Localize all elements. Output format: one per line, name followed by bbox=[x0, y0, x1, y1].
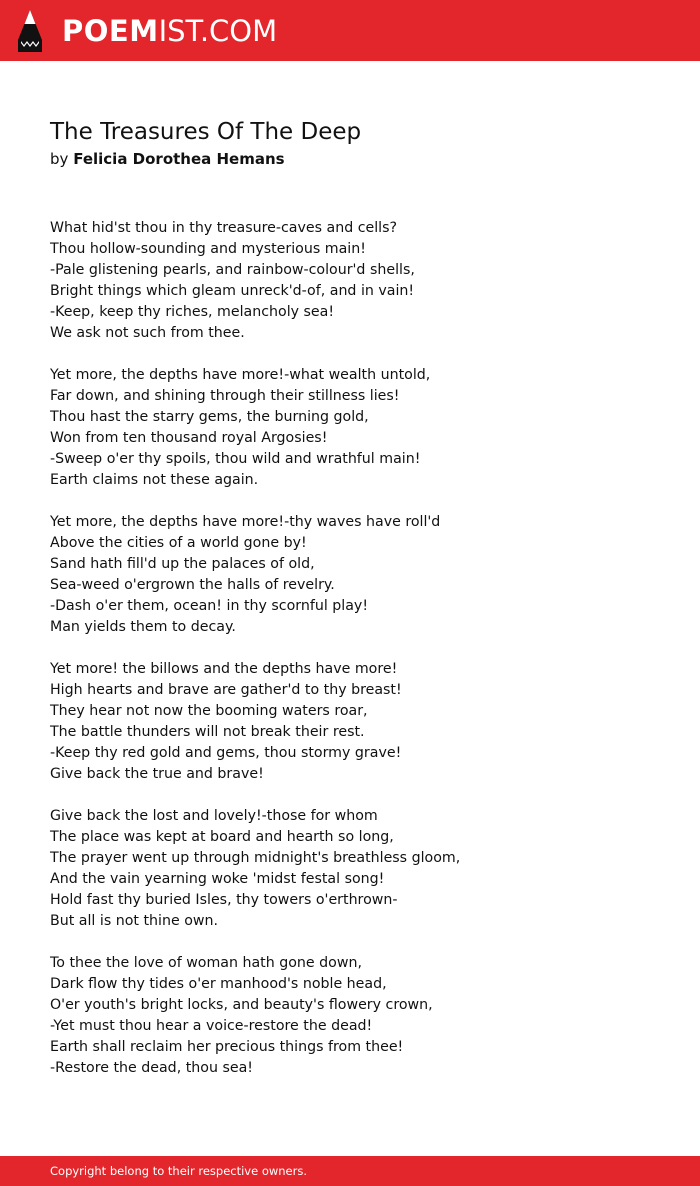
poem-line: Sand hath fill'd up the palaces of old, bbox=[50, 556, 315, 572]
poem-stanza bbox=[50, 365, 650, 491]
site-header bbox=[0, 0, 700, 61]
site-logo[interactable] bbox=[62, 13, 277, 49]
poem-line: Give back the lost and lovely!-those for whom bbox=[50, 808, 378, 824]
poem-line: They hear not now the booming waters roar, bbox=[50, 703, 368, 719]
poem-line: Yet more! the billows and the depths have more! bbox=[50, 661, 398, 677]
logo-light-text: IST.COM bbox=[158, 14, 278, 48]
poem-line: O'er youth's bright locks, and beauty's flowery crown, bbox=[50, 997, 433, 1013]
poem-line: Dark flow thy tides o'er manhood's noble head, bbox=[50, 976, 387, 992]
site-footer bbox=[0, 1156, 700, 1186]
poem-line: We ask not such from thee. bbox=[50, 325, 245, 341]
poem-line: Give back the true and brave! bbox=[50, 766, 264, 782]
poem-line: -Keep, keep thy riches, melancholy sea! bbox=[50, 304, 335, 320]
poem-line: Above the cities of a world gone by! bbox=[50, 535, 307, 551]
by-label: by bbox=[50, 150, 69, 168]
poem-stanza bbox=[50, 953, 650, 1079]
poem-title: The Treasures Of The Deep bbox=[50, 119, 362, 145]
copyright-text: Copyright belong to their respective owners. bbox=[50, 1164, 308, 1178]
poem-line: And the vain yearning woke 'midst festal song! bbox=[50, 871, 385, 887]
poem-line: Thou hast the starry gems, the burning gold, bbox=[50, 409, 369, 425]
pencil-logo-icon[interactable] bbox=[18, 10, 42, 52]
poem-line: Yet more, the depths have more!-what wealth untold, bbox=[50, 367, 431, 383]
poem-line: The battle thunders will not break their rest. bbox=[50, 724, 365, 740]
poem-line: -Yet must thou hear a voice-restore the dead! bbox=[50, 1018, 373, 1034]
poem-line: High hearts and brave are gather'd to thy breast! bbox=[50, 682, 402, 698]
poem-stanza bbox=[50, 218, 650, 344]
poem-line: But all is not thine own. bbox=[50, 913, 218, 929]
poem-line: Man yields them to decay. bbox=[50, 619, 236, 635]
poem-line: Bright things which gleam unreck'd-of, and in vain! bbox=[50, 283, 415, 299]
poem-line: The place was kept at board and hearth so long, bbox=[50, 829, 394, 845]
poem-line: -Keep thy red gold and gems, thou stormy grave! bbox=[50, 745, 402, 761]
poem-line: Earth claims not these again. bbox=[50, 472, 259, 488]
poem-line: Earth shall reclaim her precious things from thee! bbox=[50, 1039, 404, 1055]
poem-line: To thee the love of woman hath gone down, bbox=[50, 955, 362, 971]
poem-stanza bbox=[50, 512, 650, 638]
poem-body bbox=[50, 218, 650, 1100]
poem-line: Hold fast thy buried Isles, thy towers o'erthrown- bbox=[50, 892, 398, 908]
poem-line: Won from ten thousand royal Argosies! bbox=[50, 430, 328, 446]
poem-line: -Restore the dead, thou sea! bbox=[50, 1060, 253, 1076]
poem-line: The prayer went up through midnight's breathless gloom, bbox=[50, 850, 461, 866]
poem-line: -Sweep o'er thy spoils, thou wild and wrathful main! bbox=[50, 451, 421, 467]
poem-author: Felicia Dorothea Hemans bbox=[73, 150, 285, 168]
poem-stanza bbox=[50, 659, 650, 785]
poem-line: -Dash o'er them, ocean! in thy scornful play! bbox=[50, 598, 369, 614]
poem-line: Far down, and shining through their stillness lies! bbox=[50, 388, 400, 404]
logo-bold-text: POEM bbox=[62, 14, 159, 48]
poem-line: -Pale glistening pearls, and rainbow-colour'd shells, bbox=[50, 262, 415, 278]
poem-line: Sea-weed o'ergrown the halls of revelry. bbox=[50, 577, 335, 593]
poem-byline bbox=[50, 149, 285, 169]
poem-stanza bbox=[50, 806, 650, 932]
poem-line: What hid'st thou in thy treasure-caves and cells? bbox=[50, 220, 398, 236]
poem-line: Yet more, the depths have more!-thy waves have roll'd bbox=[50, 514, 441, 530]
poem-line: Thou hollow-sounding and mysterious main! bbox=[50, 241, 366, 257]
